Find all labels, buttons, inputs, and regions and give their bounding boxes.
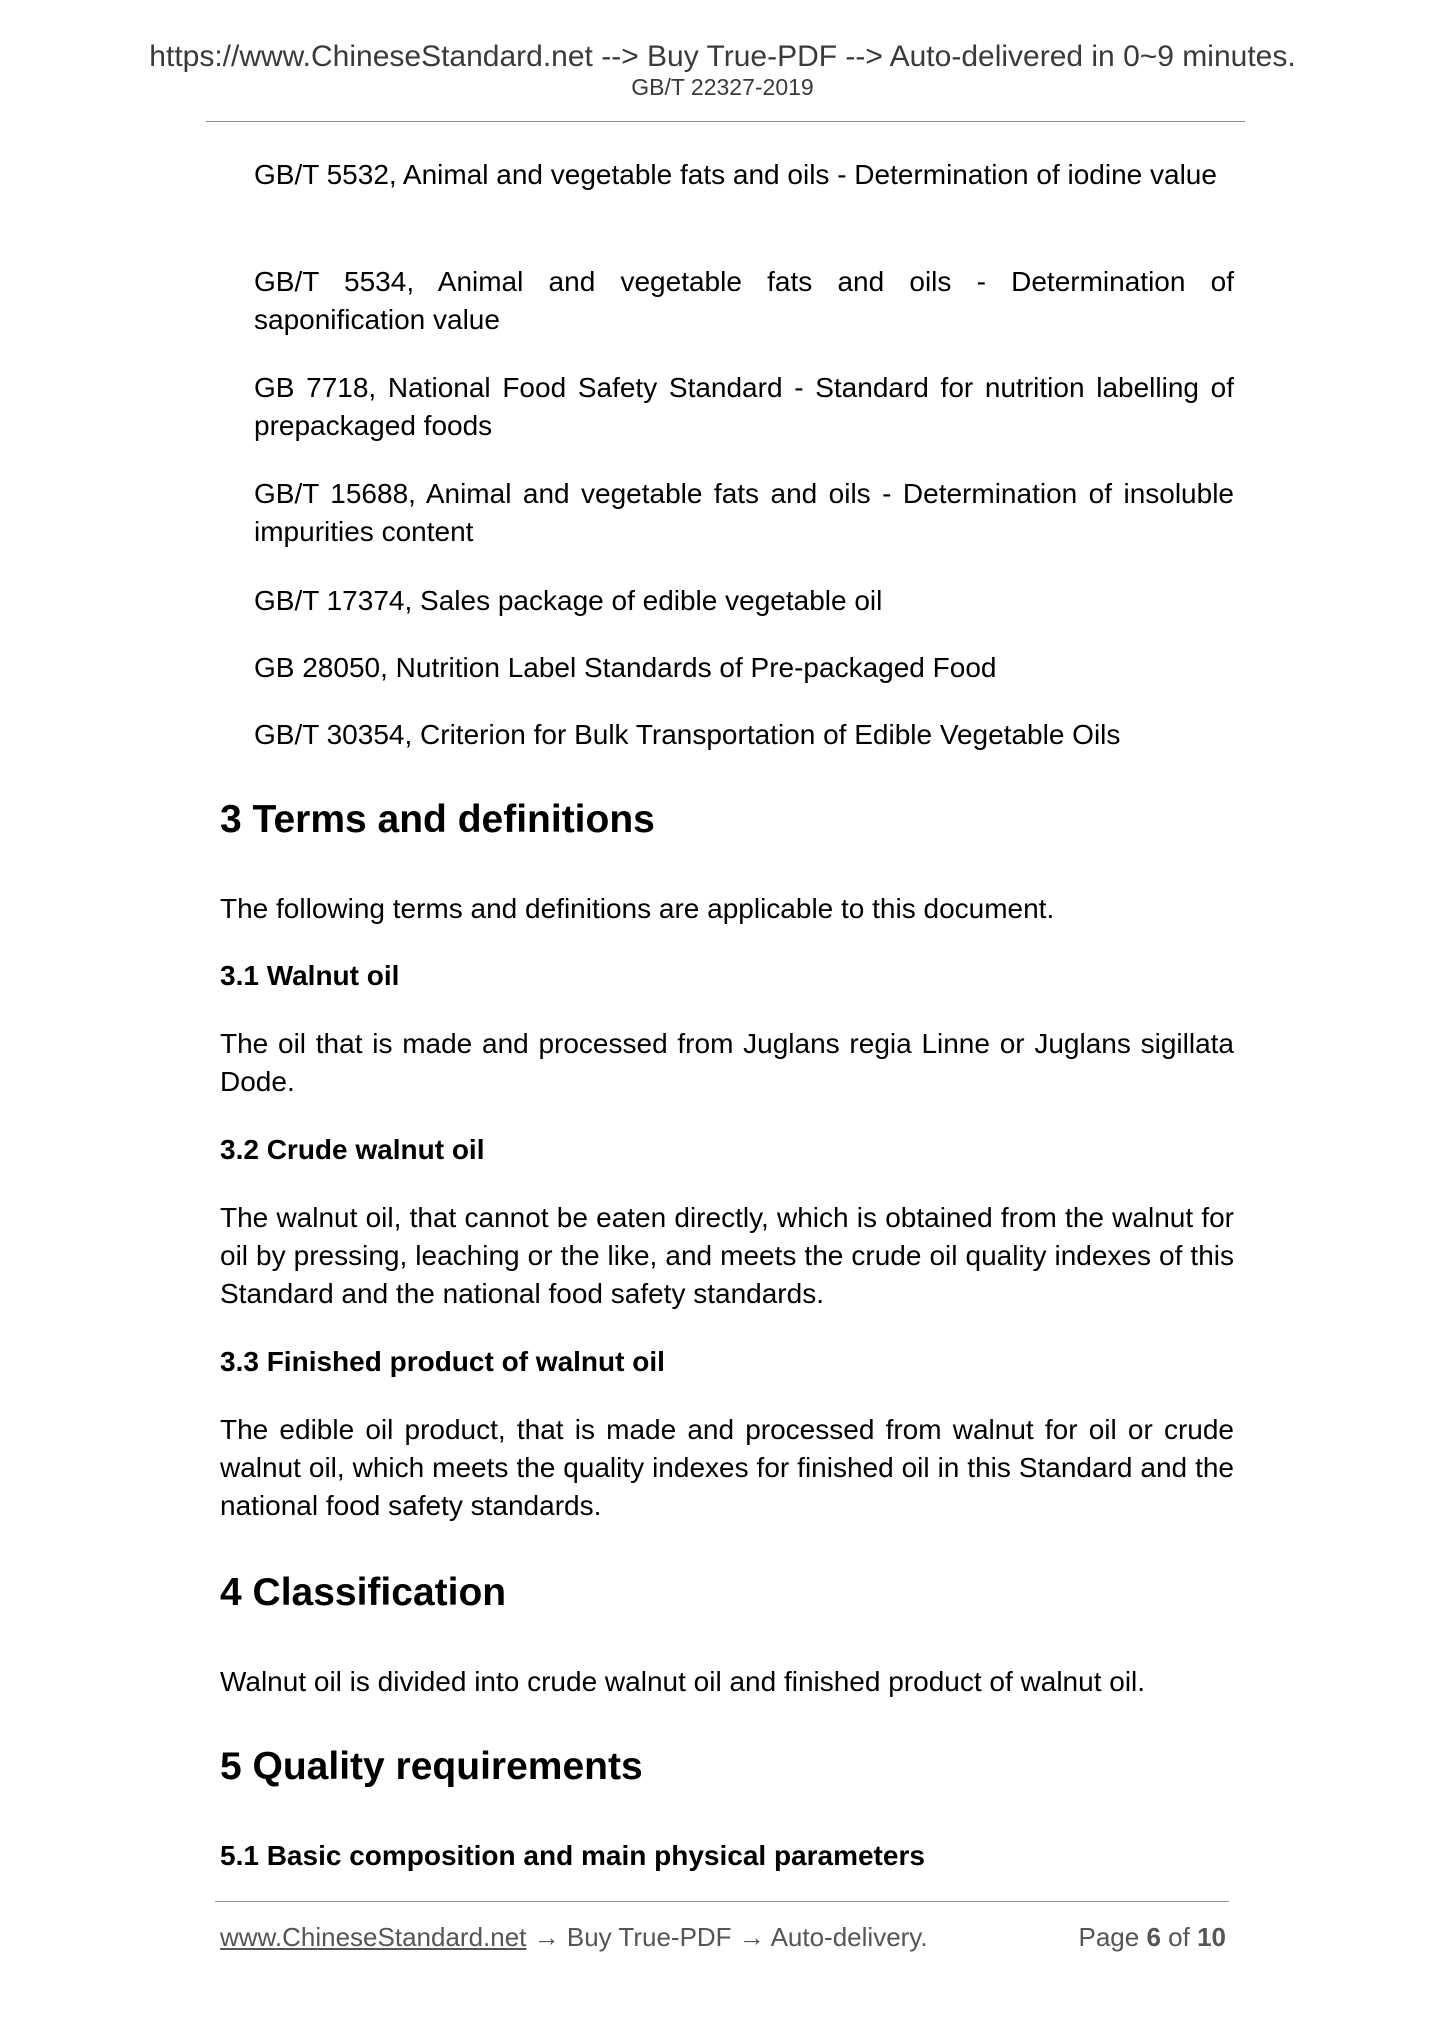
- footer-tagline: → Buy True-PDF → Auto-delivery.: [526, 1922, 928, 1952]
- term-3-1-definition: The oil that is made and processed from Juglans regia Linne or Juglans sigillata Dode.: [220, 1028, 1234, 1097]
- footer-left: [220, 1921, 928, 1953]
- section-3-intro: The following terms and definitions are applicable to this document.: [220, 893, 1055, 924]
- of-label: of: [1168, 1922, 1190, 1952]
- section-5-1-heading: 5.1 Basic composition and main physical parameters: [220, 1840, 925, 1871]
- total-pages: 10: [1197, 1922, 1226, 1952]
- reference-gb-t-5534: GB/T 5534, Animal and vegetable fats and oils - Determination of saponification value: [254, 266, 1234, 335]
- header-divider: [206, 121, 1245, 122]
- page-number: 6: [1146, 1922, 1161, 1952]
- term-3-2-definition: The walnut oil, that cannot be eaten directly, which is obtained from the walnut for oil by pressing, leaching or the like, and meets the crude oil quality indexes of this Standard and the national food safety standards.: [220, 1202, 1234, 1309]
- section-5-heading: 5 Quality requirements: [220, 1745, 643, 1788]
- standard-code: GB/T 22327-2019: [631, 74, 814, 100]
- term-3-1-heading: 3.1 Walnut oil: [220, 960, 400, 991]
- term-3-3-definition: The edible oil product, that is made and processed from walnut for oil or crude walnut oil, which meets the quality indexes for finished oil in this Standard and the national food safety standards.: [220, 1414, 1234, 1521]
- page-indicator: [1078, 1921, 1226, 1953]
- section-4-heading: 4 Classification: [220, 1571, 507, 1614]
- page-label: Page: [1078, 1922, 1140, 1952]
- reference-gb-t-5532: GB/T 5532, Animal and vegetable fats and oils - Determination of iodine value: [254, 159, 1217, 190]
- header-banner: https://www.ChineseStandard.net --> Buy True-PDF --> Auto-delivered in 0~9 minutes.: [149, 40, 1296, 73]
- reference-gb-28050: GB 28050, Nutrition Label Standards of Pre-packaged Food: [254, 652, 997, 683]
- reference-gb-7718: GB 7718, National Food Safety Standard - Standard for nutrition labelling of prepackaged foods: [254, 372, 1234, 441]
- section-4-text: Walnut oil is divided into crude walnut oil and finished product of walnut oil.: [220, 1666, 1146, 1697]
- reference-gb-t-17374: GB/T 17374, Sales package of edible vegetable oil: [254, 585, 883, 616]
- footer-divider: [215, 1901, 1229, 1902]
- reference-gb-t-30354: GB/T 30354, Criterion for Bulk Transportation of Edible Vegetable Oils: [254, 719, 1121, 750]
- term-3-3-heading: 3.3 Finished product of walnut oil: [220, 1346, 665, 1377]
- footer-site-link[interactable]: www.ChineseStandard.net: [220, 1922, 527, 1952]
- section-3-heading: 3 Terms and definitions: [220, 798, 655, 841]
- reference-gb-t-15688: GB/T 15688, Animal and vegetable fats and oils - Determination of insoluble impurities content: [254, 478, 1234, 547]
- term-3-2-heading: 3.2 Crude walnut oil: [220, 1134, 485, 1165]
